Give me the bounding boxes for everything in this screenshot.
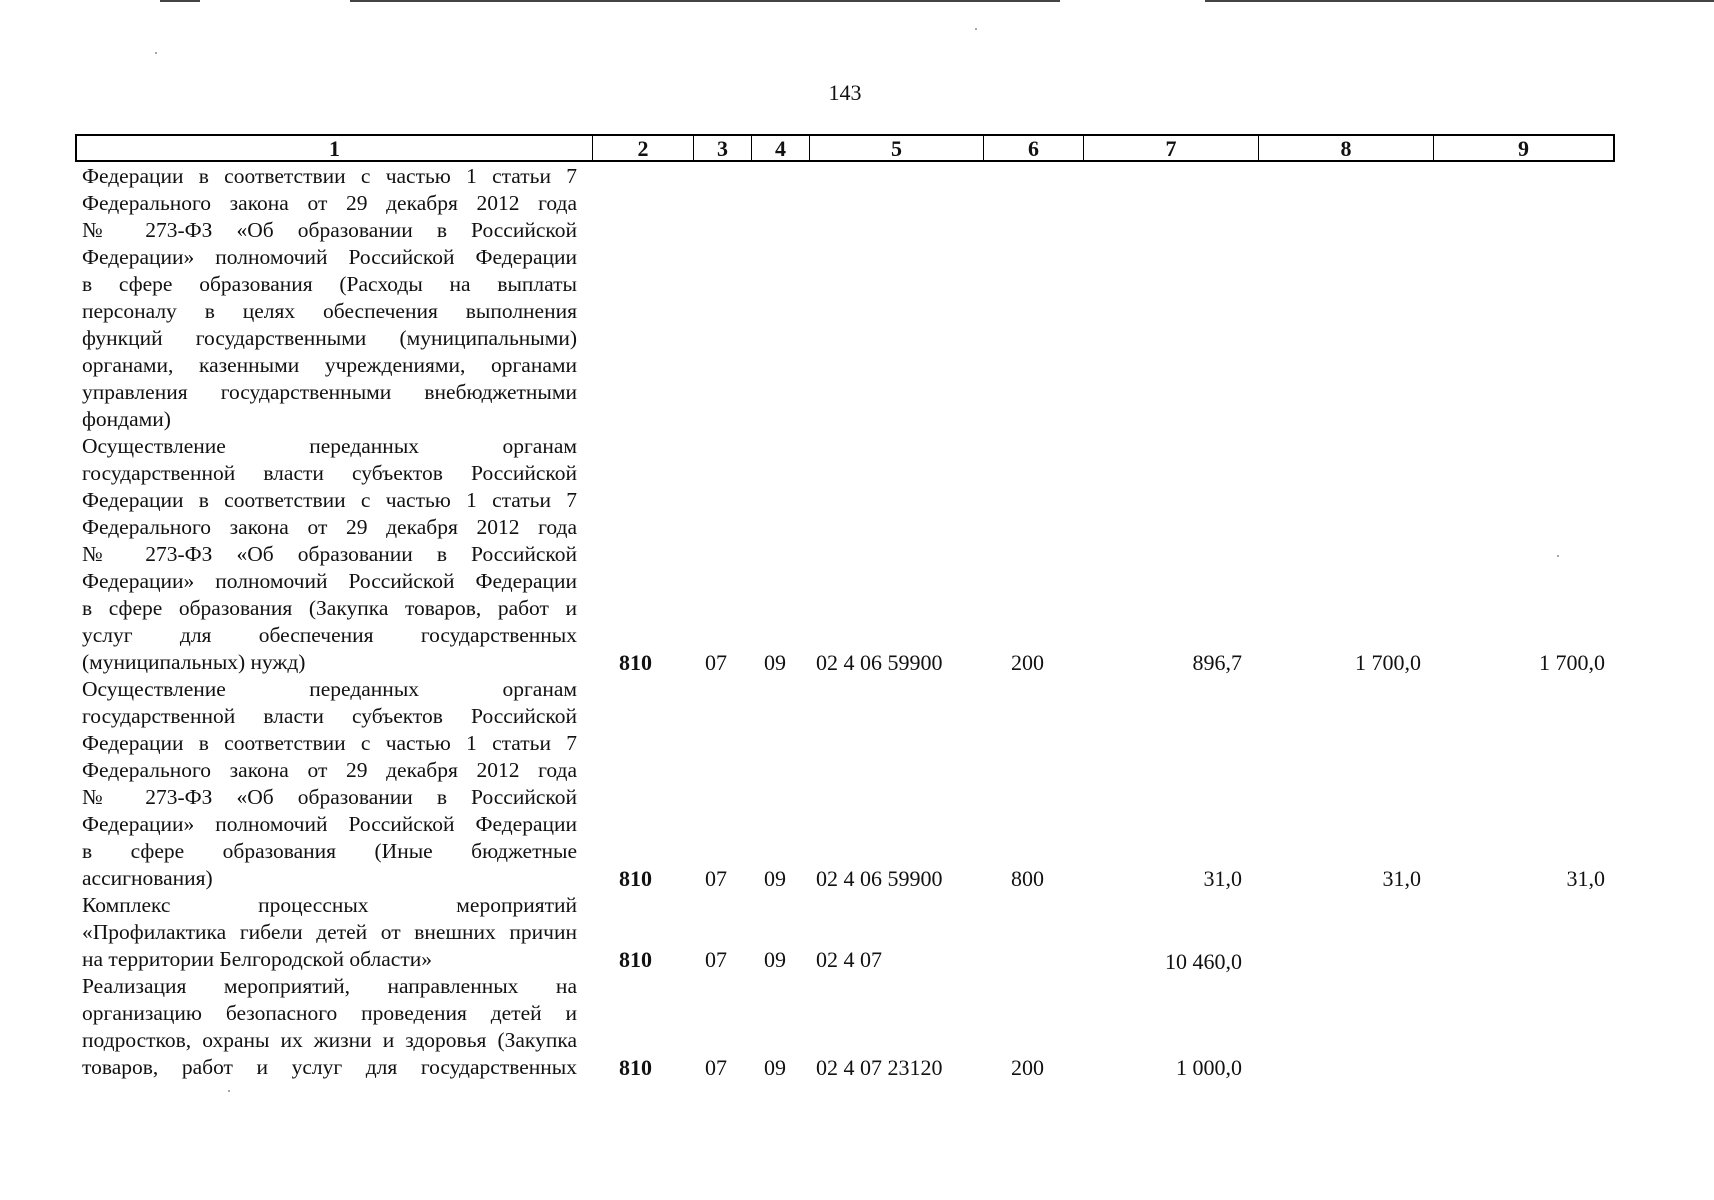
cell-code: 810 bbox=[619, 947, 652, 972]
desc-line: Федерации в соответствии с частью 1 статьи 7 bbox=[82, 164, 577, 188]
table-header bbox=[75, 134, 1615, 162]
row-description bbox=[82, 676, 577, 892]
row-description bbox=[82, 892, 577, 973]
desc-line: Федерации в соответствии с частью 1 статьи 7 bbox=[82, 731, 577, 755]
cell-section: 07 bbox=[705, 947, 727, 972]
desc-line: Осуществление переданных органам bbox=[82, 434, 577, 458]
desc-line: № 273-ФЗ «Об образовании в Российской bbox=[82, 785, 577, 809]
cell-target-article: 02 4 06 59900 bbox=[816, 866, 943, 891]
desc-line: функций государственными (муниципальными) bbox=[82, 326, 577, 350]
scan-artifact-speck bbox=[1557, 555, 1559, 557]
cell-section: 07 bbox=[705, 866, 727, 891]
desc-line: «Профилактика гибели детей от внешних причин bbox=[82, 920, 577, 944]
desc-line: органами, казенными учреждениями, органами bbox=[82, 353, 577, 377]
desc-line: Федерации» полномочий Российской Федерации bbox=[82, 245, 577, 269]
cell-target-article: 02 4 06 59900 bbox=[816, 650, 943, 675]
desc-line: № 273-ФЗ «Об образовании в Российской bbox=[82, 218, 577, 242]
column-header: 1 bbox=[329, 136, 340, 161]
cell-expense-type: 200 bbox=[1011, 650, 1044, 675]
scan-artifact-line bbox=[350, 0, 1060, 2]
desc-line: фондами) bbox=[82, 407, 171, 431]
scan-artifact-speck bbox=[975, 28, 977, 30]
desc-line: подростков, охраны их жизни и здоровья (Закупка bbox=[82, 1028, 577, 1052]
cell-amount: 10 460,0 bbox=[1165, 949, 1242, 974]
desc-line: в сфере образования (Иные бюджетные bbox=[82, 839, 577, 863]
desc-line: в сфере образования (Закупка товаров, работ и bbox=[82, 596, 577, 620]
cell-amount: 1 000,0 bbox=[1176, 1055, 1242, 1080]
cell-amount: 31,0 bbox=[1203, 866, 1242, 891]
desc-line: услуг для обеспечения государственных bbox=[82, 623, 577, 647]
cell-code: 810 bbox=[619, 650, 652, 675]
desc-line: в сфере образования (Расходы на выплаты bbox=[82, 272, 577, 296]
scan-artifact-line bbox=[160, 0, 200, 2]
desc-line: государственной власти субъектов Российской bbox=[82, 461, 577, 485]
desc-line: Федерации» полномочий Российской Федерации bbox=[82, 812, 577, 836]
cell-code: 810 bbox=[619, 866, 652, 891]
column-header: 4 bbox=[751, 136, 809, 160]
cell-target-article: 02 4 07 bbox=[816, 947, 882, 972]
column-header: 2 bbox=[592, 136, 693, 160]
scan-artifact-line bbox=[1205, 0, 1714, 2]
desc-line: организацию безопасного проведения детей и bbox=[82, 1001, 577, 1025]
column-header: 7 bbox=[1083, 136, 1258, 160]
cell-code: 810 bbox=[619, 1055, 652, 1080]
column-header: 8 bbox=[1258, 136, 1433, 160]
desc-line: на территории Белгородской области» bbox=[82, 947, 432, 971]
desc-line: Федерального закона от 29 декабря 2012 года bbox=[82, 191, 577, 215]
row-description bbox=[82, 973, 577, 1081]
cell-subsection: 09 bbox=[764, 947, 786, 972]
row-description bbox=[82, 163, 577, 433]
desc-line: Федерации» полномочий Российской Федерации bbox=[82, 569, 577, 593]
desc-line: государственной власти субъектов Российской bbox=[82, 704, 577, 728]
cell-amount: 31,0 bbox=[1566, 866, 1605, 891]
cell-section: 07 bbox=[705, 650, 727, 675]
column-header: 9 bbox=[1433, 136, 1613, 160]
desc-line: Федерального закона от 29 декабря 2012 года bbox=[82, 515, 577, 539]
cell-subsection: 09 bbox=[764, 866, 786, 891]
cell-subsection: 09 bbox=[764, 650, 786, 675]
cell-expense-type: 800 bbox=[1011, 866, 1044, 891]
scan-artifact-speck bbox=[228, 1090, 230, 1092]
desc-line: Реализация мероприятий, направленных на bbox=[82, 974, 577, 998]
desc-line: (муниципальных) нужд) bbox=[82, 650, 306, 674]
cell-target-article: 02 4 07 23120 bbox=[816, 1055, 943, 1080]
column-header: 3 bbox=[693, 136, 751, 160]
desc-line: товаров, работ и услуг для государственных bbox=[82, 1055, 577, 1079]
desc-line: Федерального закона от 29 декабря 2012 года bbox=[82, 758, 577, 782]
column-header: 5 bbox=[809, 136, 983, 160]
cell-amount: 31,0 bbox=[1382, 866, 1421, 891]
cell-amount: 1 700,0 bbox=[1355, 650, 1421, 675]
scan-artifact-speck bbox=[155, 52, 157, 54]
cell-subsection: 09 bbox=[764, 1055, 786, 1080]
cell-expense-type: 200 bbox=[1011, 1055, 1044, 1080]
desc-line: Федерации в соответствии с частью 1 статьи 7 bbox=[82, 488, 577, 512]
cell-amount: 896,7 bbox=[1192, 650, 1242, 675]
desc-line: ассигнования) bbox=[82, 866, 213, 890]
row-description bbox=[82, 433, 577, 676]
cell-amount: 1 700,0 bbox=[1539, 650, 1605, 675]
column-header: 6 bbox=[983, 136, 1083, 160]
desc-line: Осуществление переданных органам bbox=[82, 677, 577, 701]
desc-line: персоналу в целях обеспечения выполнения bbox=[82, 299, 577, 323]
desc-line: управления государственными внебюджетными bbox=[82, 380, 577, 404]
desc-line: № 273-ФЗ «Об образовании в Российской bbox=[82, 542, 577, 566]
desc-line: Комплекс процессных мероприятий bbox=[82, 893, 577, 917]
page-number: 143 bbox=[828, 80, 862, 105]
cell-section: 07 bbox=[705, 1055, 727, 1080]
